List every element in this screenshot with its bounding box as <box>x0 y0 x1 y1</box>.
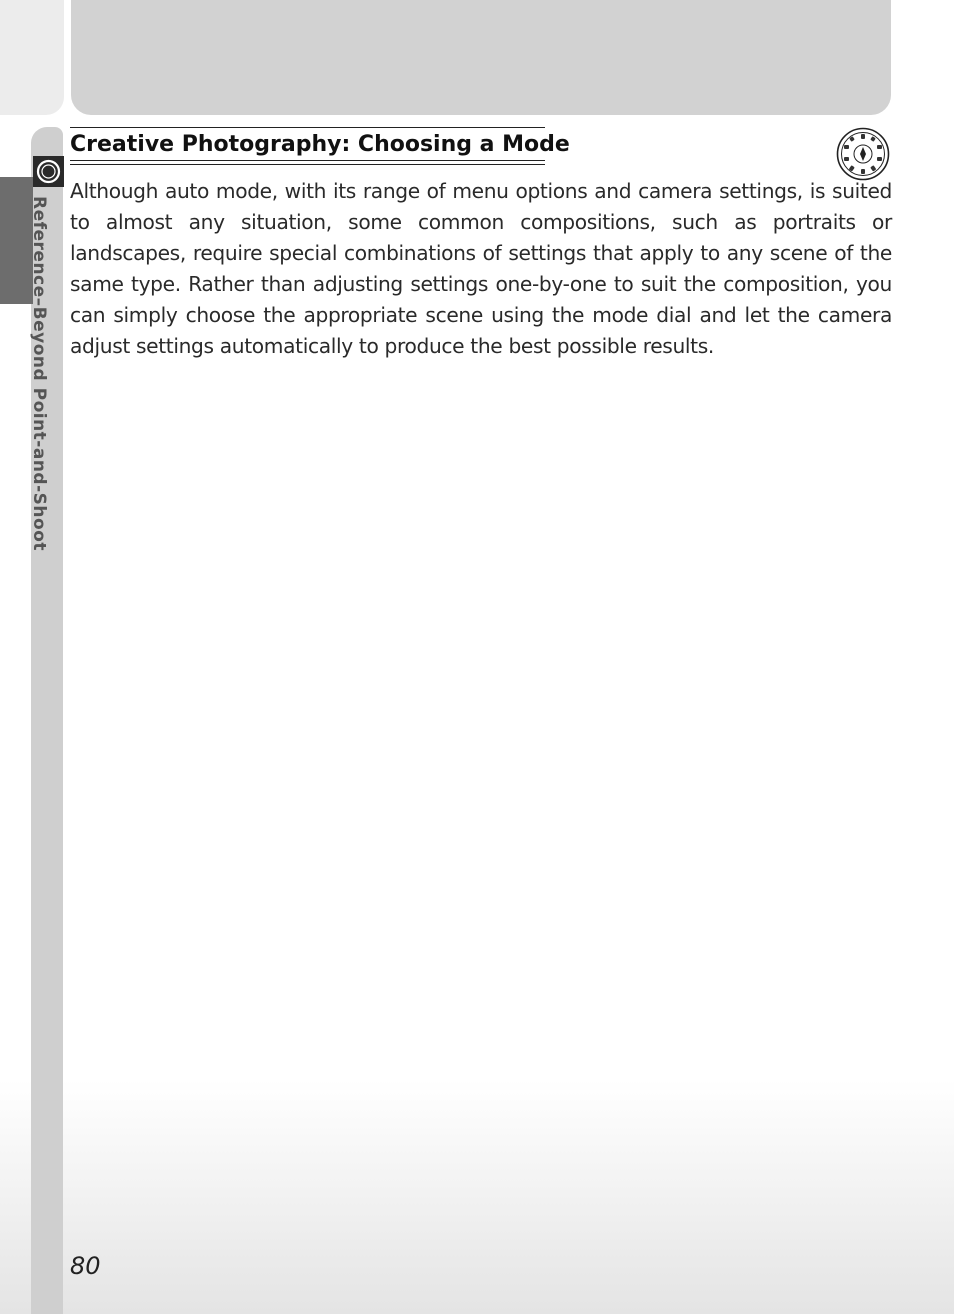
page-number: 80 <box>70 1252 101 1280</box>
body-paragraph: Although auto mode, with its range of menu options and camera settings, is suited to almost any situation, some common compositions, such as portraits or landscapes, require special combinations of settings that apply to any scene of the same type. Rather than adjusting settings one-by-one to suit the composition, you can simply choose the appropriate scene using the mode dial and let the camera adjust settings automatically to produce the best possible results. <box>70 179 892 358</box>
section-heading <box>70 127 570 161</box>
top-left-decoration <box>0 0 64 115</box>
page-title: Creative Photography: Choosing a Mode <box>70 132 570 157</box>
top-banner <box>71 0 891 115</box>
heading-rule <box>70 164 545 165</box>
mode-dial-icon <box>836 127 890 181</box>
camera-lens-icon <box>33 156 64 187</box>
side-tab-label: Reference–Beyond Point-and-Shoot <box>29 196 49 551</box>
